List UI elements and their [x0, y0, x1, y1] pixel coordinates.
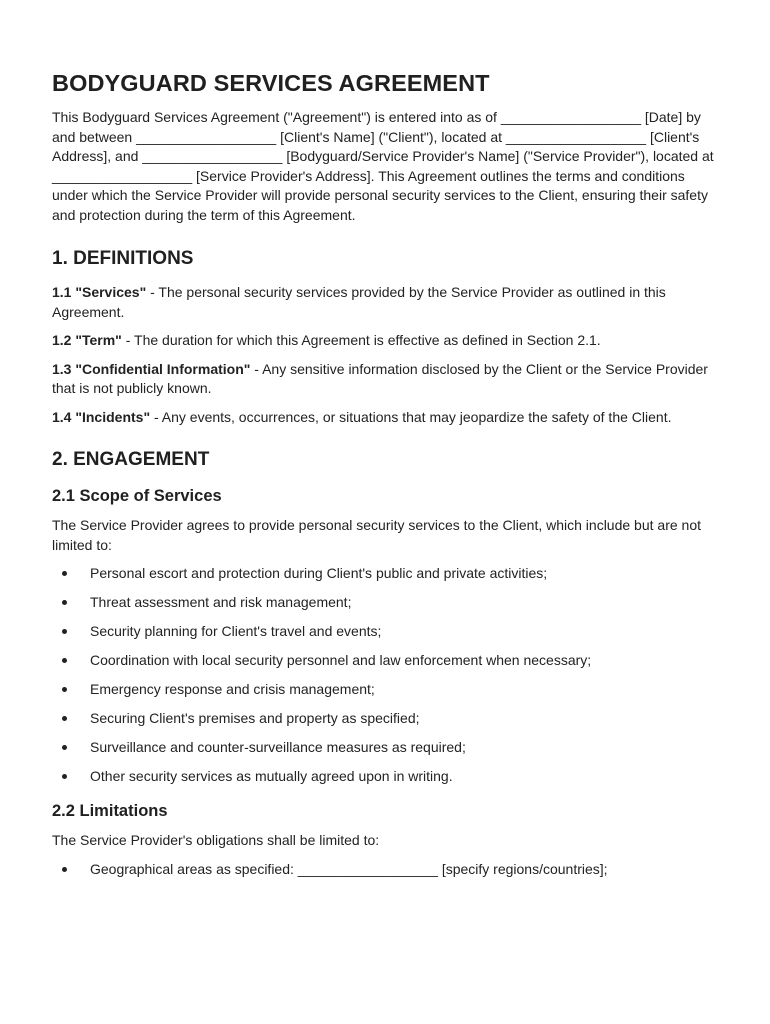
list-item-text: Surveillance and counter-surveillance measures as required; [90, 739, 466, 755]
list-item-text: Securing Client's premises and property as specified; [90, 710, 420, 726]
definition-item [52, 408, 718, 428]
bullet-dot-icon [62, 658, 67, 663]
list-item [52, 680, 718, 699]
definition-text: - Any events, occurrences, or situations that may jeopardize the safety of the Client. [150, 408, 672, 425]
bullet-dot-icon [62, 600, 67, 605]
list-item [52, 622, 718, 641]
list-item-text: Security planning for Client's travel and events; [90, 623, 382, 639]
definition-item [52, 283, 718, 322]
subsection-heading-limitations: 2.2 Limitations [52, 802, 168, 820]
intro-paragraph: This Bodyguard Services Agreement ("Agreement") is entered into as of __________________ [Date] by and between __________________ [Client's Name] ("Client"), located at __________________ [Client's Address], and __________________ [Bodyguard/Service Provider's Name] ("Service Provider"), located at __________________ [Service Provider's Address]. This Agreement outlines the terms and conditions under which the Service Provider will provide personal security services to the Client, ensuring their safety and protection during the term of this Agreement. [52, 109, 714, 223]
list-item-text: Coordination with local security personnel and law enforcement when necessary; [90, 652, 592, 668]
bullet-dot-icon [62, 745, 67, 750]
list-item-text: Personal escort and protection during Client's public and private activities; [90, 565, 548, 581]
document-title: BODYGUARD SERVICES AGREEMENT [52, 70, 490, 96]
section-heading-engagement: 2. ENGAGEMENT [52, 449, 210, 470]
list-item [52, 564, 718, 583]
definition-text: - The duration for which this Agreement is effective as defined in Section 2.1. [121, 332, 601, 348]
definition-item [52, 331, 718, 351]
bullet-dot-icon [62, 571, 67, 576]
subsection-heading-scope: 2.1 Scope of Services [52, 487, 222, 505]
definition-term: 1.4 "Incidents" [52, 408, 151, 425]
list-item [52, 738, 718, 757]
list-item-text: Other security services as mutually agreed upon in writing. [90, 768, 453, 784]
definition-term: 1.1 "Services" [52, 284, 147, 300]
definition-term: 1.3 "Confidential Information" [52, 360, 251, 377]
section-heading-definitions: 1. DEFINITIONS [52, 248, 194, 269]
bullet-dot-icon [62, 629, 67, 634]
list-item [52, 593, 718, 612]
bullet-dot-icon [62, 716, 67, 721]
scope-bullet-list [52, 564, 718, 786]
list-item-text: Emergency response and crisis management; [90, 681, 375, 697]
bullet-dot-icon [62, 867, 67, 872]
list-item [52, 860, 718, 879]
list-item-text: Threat assessment and risk management; [90, 594, 352, 610]
definition-term: 1.2 "Term" [52, 332, 122, 348]
definition-item [52, 360, 718, 399]
bullet-dot-icon [62, 774, 67, 779]
scope-intro: The Service Provider agrees to provide personal security services to the Client, which include but are not limited to: [52, 517, 701, 553]
definition-text: - Any sensitive information disclosed by the Client or the Service Provider that is not publicly known. [52, 360, 708, 396]
list-item [52, 651, 718, 670]
list-item-text: Geographical areas as specified: __________________ [specify regions/countries]; [90, 860, 608, 877]
definition-text: - The personal security services provided by the Service Provider as outlined in this Agreement. [52, 284, 666, 320]
list-item [52, 709, 718, 728]
list-item [52, 767, 718, 786]
limitations-intro: The Service Provider's obligations shall be limited to: [52, 832, 380, 848]
limitations-bullet-list [52, 860, 718, 879]
bullet-dot-icon [62, 687, 67, 692]
